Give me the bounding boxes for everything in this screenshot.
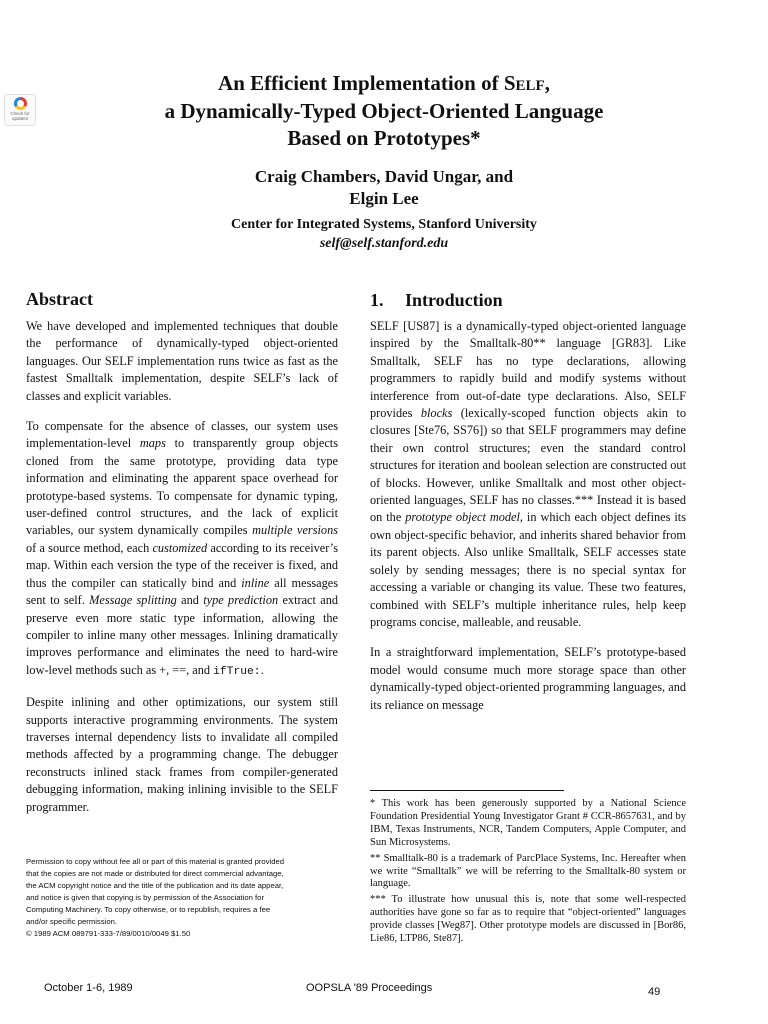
- section-number: 1.: [370, 290, 384, 310]
- abstract-paragraph-3: Despite inlining and other optimizations, our system still supports interactive programming environments. The system traverses internal dependency lists to invalidate all compiled methods affected by a programming change. The debugger reconstructs inlined stack frames from compiler-generated debugging information, making inlining invisible to the SELF programmer.: [26, 695, 338, 814]
- title-line-2: a Dynamically-Typed Object-Oriented Language: [164, 98, 604, 123]
- footnote: *** To illustrate how unusual this is, note that some well-respected authorities have gone so far as to require that “object-oriented” languages provide classes [Weg87]. Other prototype models are discussed in [Bor86, Lie86, LTP86, Ste87].: [370, 894, 686, 945]
- code-iftrue: ifTrue:: [213, 665, 261, 678]
- introduction-heading: [370, 289, 686, 311]
- self-smallcaps: Self: [503, 71, 545, 95]
- section-title: Introduction: [405, 290, 503, 310]
- affiliation: [60, 215, 708, 253]
- footnote: ** Smalltalk-80 is a trademark of ParcPlace Systems, Inc. Hereafter when we write “Smalltalk” we will be referring to the Smalltalk-80 system or language.: [370, 852, 686, 890]
- footer-proceedings: OOPSLA '89 Proceedings: [306, 982, 433, 994]
- introduction-paragraph-1: SELF [US87] is a dynamically-typed object-oriented language inspired by the Smalltalk-80** language [GR83]. Like Smalltalk, SELF has no type declarations, allowing programmers to rapidly build and modify systems without interference from out-of-date type declarations. Also, SELF provides blocks (lexically-scoped function objects akin to closures [Ste76, SS76]) so that SELF programmers may define their own control structures; even the standard control structures for iteration and boolean selection are constructed out of blocks. However, unlike Smalltalk and most other object-oriented languages, SELF has no classes.*** Instead it is based on the prototype object model, in which each object defines its own object-specific behavior, and inherits shared behavior from its parent objects. Also unlike Smalltalk, SELF accesses state solely by sending messages; there is no special syntax for accessing a variable or changing its value. These two features, combined with SELF’s multiple inheritance rules, help keep programs concise, malleable, and reusable.: [370, 319, 686, 629]
- contact-email: self@self.stanford.edu: [319, 236, 449, 251]
- abstract-heading: Abstract: [26, 289, 93, 309]
- authors-line-1: Craig Chambers, David Ungar, and: [254, 167, 514, 186]
- authors-line-2: Elgin Lee: [349, 189, 419, 208]
- permission-notice: [26, 856, 326, 940]
- permission-line: Permission to copy without fee all or part of this material is granted provided: [26, 857, 285, 866]
- permission-line: and notice is given that copying is by permission of the Association for: [26, 893, 265, 902]
- abstract-paragraph-1: We have developed and implemented techniques that double the performance of dynamically-typed object-oriented languages. Our SELF implementation runs twice as fast as the fastest Smalltalk implementation, despite SELF’s lack of classes and explicit variables.: [26, 319, 338, 403]
- copyright-line: © 1989 ACM 089791-333-7/89/0010/0049 $1.50: [26, 929, 191, 938]
- page-number: 49: [648, 986, 661, 998]
- check-for-updates-icon: [14, 97, 27, 110]
- badge-label: Check for updates: [10, 111, 30, 121]
- paper-title: [60, 70, 708, 153]
- check-for-updates-badge[interactable]: [4, 94, 36, 126]
- author-list: [60, 166, 708, 210]
- footnote: * This work has been generously supported by a National Science Foundation Presidential Young Investigator Grant # CCR-8657631, and by IBM, Texas Instruments, NCR, Tandem Computers, Apple Computer, and Sun Microsystems.: [370, 798, 686, 848]
- title-line-3: Based on Prototypes*: [287, 126, 481, 150]
- abstract-body: [26, 318, 338, 816]
- permission-line: and/or specific permission.: [26, 917, 118, 926]
- footnote-rule: [370, 790, 564, 791]
- permission-line: that the copies are not made or distributed for direct commercial advantage,: [26, 869, 284, 878]
- abstract-paragraph-2: To compensate for the absence of classes, our system uses implementation-level maps to transparently group objects cloned from the same prototype, providing data type information and eliminating the apparent space overhead for prototype-based systems. To compensate for dynamic typing, user-defined control structures, and the lack of explicit variables, our system dynamically compiles multiple versions of a source method, each customized according to its receiver’s map. Within each version the type of the receiver is fixed, and thus the compiler can statically bind and inline all messages sent to self. Message splitting and type prediction extract and preserve even more static type information, allowing the compiler to inline many other messages. Inlining dramatically improves performance and eliminates the need to hard-wire low-level methods such as +, ==, and ifTrue:.: [26, 419, 338, 678]
- title-line-1: An Efficient Implementation of Self,: [218, 71, 550, 95]
- footnotes: [370, 798, 686, 946]
- introduction-body: [370, 318, 686, 714]
- introduction-paragraph-2: In a straightforward implementation, SELF’s prototype-based model would consume much more storage space than other dynamically-typed object-oriented programming languages, and its reliance on message: [370, 645, 686, 712]
- permission-line: Computing Machinery. To copy otherwise, or to republish, requires a fee: [26, 905, 271, 914]
- permission-line: the ACM copyright notice and the title of the publication and its date appear,: [26, 881, 284, 890]
- institution: Center for Integrated Systems, Stanford University: [231, 217, 537, 232]
- footer-date: October 1-6, 1989: [44, 982, 133, 994]
